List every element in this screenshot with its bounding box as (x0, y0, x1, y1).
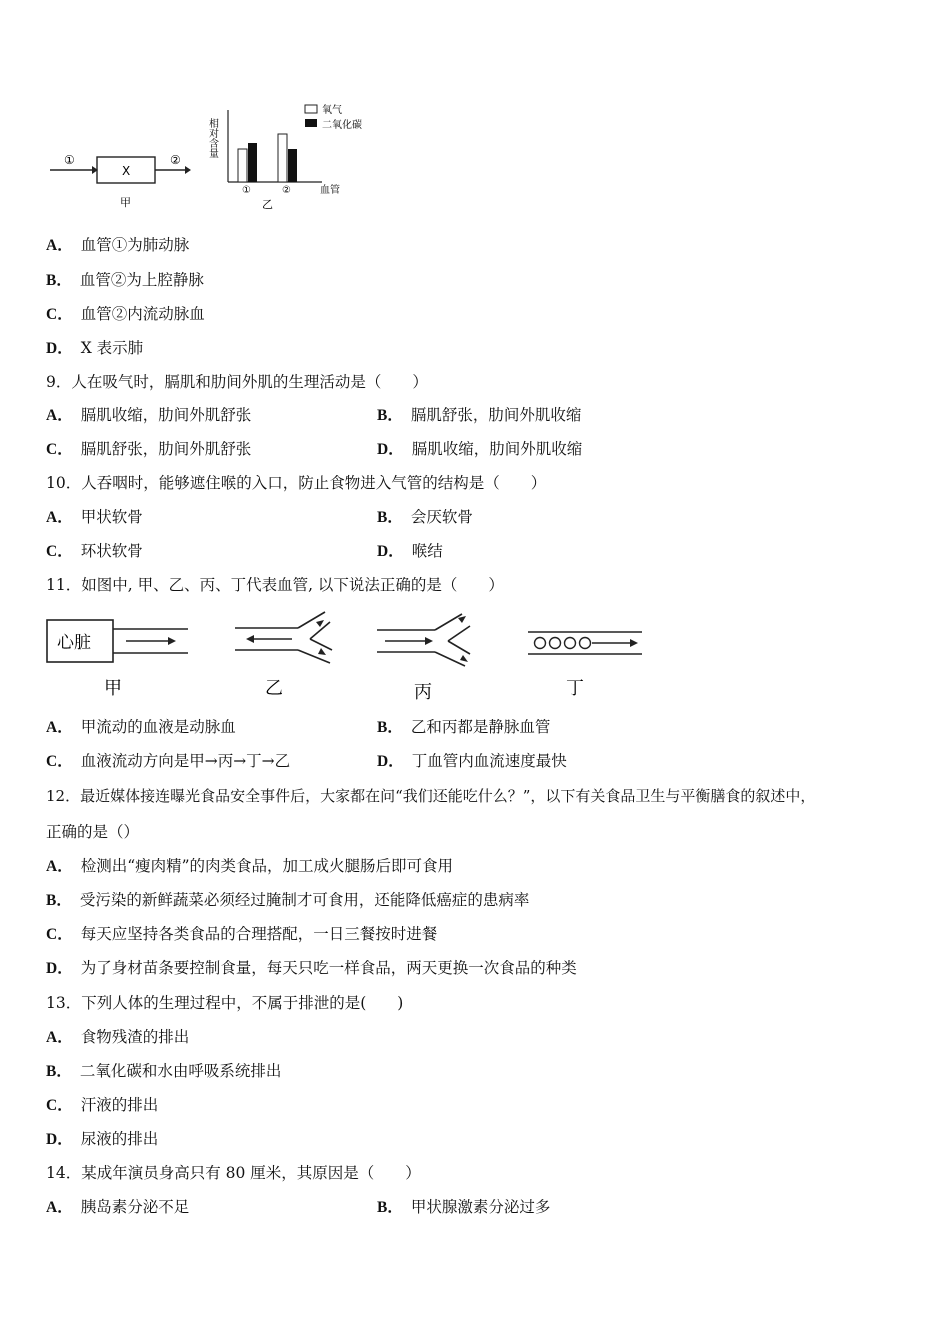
legend-co2-swatch (305, 119, 317, 127)
jia-caption: 甲 (120, 196, 131, 209)
yi-caption: 乙 (262, 198, 273, 211)
bar-co2-1 (248, 143, 257, 182)
vessel-ding (528, 632, 642, 699)
q9-stem: 9．人在吸气时，膈肌和肋间外肌的生理活动是（ ） (46, 373, 428, 391)
q12-option-c[interactable]: C． 每天应坚持各类食品的合理搭配，一日三餐按时进餐 (46, 925, 438, 943)
q11-option-a[interactable]: A． 甲流动的血液是动脉血 (46, 718, 236, 736)
vessel-caption-jia: 甲 (104, 678, 122, 699)
q10-option-a[interactable]: A． 甲状软骨 (46, 508, 143, 526)
legend-co2: 二氧化碳 (322, 120, 362, 131)
jia-circle-1: ① (64, 153, 75, 167)
q9-option-c[interactable]: C． 膈肌舒张，肋间外肌舒张 (46, 440, 252, 458)
q12-option-d[interactable]: D． 为了身材苗条要控制食量，每天只吃一样食品，两天更换一次食品的种类 (46, 959, 577, 977)
vessel-yi (235, 612, 332, 699)
figure-jia-yi (40, 100, 400, 215)
yi-ylabel: 相对含量 (206, 118, 218, 158)
q13-stem: 13．下列人体的生理过程中，不属于排泄的是( ) (46, 994, 404, 1012)
q8-option-b[interactable]: B． 血管②为上腔静脉 (46, 271, 204, 289)
heart-label: 心脏 (57, 633, 91, 653)
q12-stem-line2: 正确的是（） (46, 823, 140, 841)
vessel-jia (47, 620, 188, 699)
q9-option-d[interactable]: D． 膈肌收缩，肋间外肌收缩 (377, 440, 583, 458)
q9-option-b[interactable]: B． 膈肌舒张，肋间外肌收缩 (377, 406, 582, 424)
figure-jia (50, 153, 191, 209)
q11-option-d[interactable]: D． 丁血管内血流速度最快 (377, 752, 567, 770)
figure-yi (207, 103, 363, 211)
figure-vessels (40, 608, 660, 703)
q12-option-b[interactable]: B． 受污染的新鲜蔬菜必须经过腌制才可食用，还能降低癌症的患病率 (46, 891, 530, 909)
legend-oxygen: 氧气 (322, 105, 342, 116)
vessel-caption-bing: 丙 (414, 682, 432, 703)
bar-co2-2 (288, 149, 297, 182)
vessel-caption-ding: 丁 (566, 678, 584, 699)
q10-option-d[interactable]: D． 喉结 (377, 542, 443, 560)
q14-stem: 14．某成年演员身高只有 80 厘米，其原因是（ ） (46, 1164, 421, 1182)
yi-tick-2: ② (282, 185, 291, 196)
legend-oxygen-swatch (305, 105, 317, 113)
vessel-caption-yi: 乙 (265, 678, 283, 699)
q8-option-c[interactable]: C． 血管②内流动脉血 (46, 305, 205, 323)
q10-option-b[interactable]: B． 会厌软骨 (377, 508, 473, 526)
q13-option-b[interactable]: B． 二氧化碳和水由呼吸系统排出 (46, 1062, 282, 1080)
q12-option-a[interactable]: A． 检测出“瘦肉精”的肉类食品，加工成火腿肠后即可食用 (46, 857, 454, 875)
q8-option-d[interactable]: D． X 表示肺 (46, 339, 144, 357)
q11-option-c[interactable]: C． 血液流动方向是甲→丙→丁→乙 (46, 752, 291, 770)
jia-box-label: X (122, 164, 131, 178)
q13-option-a[interactable]: A． 食物残渣的排出 (46, 1028, 190, 1046)
q12-stem-line1: 12．最近媒体接连曝光食品安全事件后，大家都在问“我们还能吃什么？”，以下有关食品卫生与平衡膳食的叙述中， (46, 787, 816, 805)
bar-oxygen-2 (278, 134, 287, 182)
jia-circle-2: ② (170, 153, 181, 167)
q8-option-a[interactable]: A． 血管①为肺动脉 (46, 236, 190, 254)
q13-option-c[interactable]: C． 汗液的排出 (46, 1096, 159, 1114)
q14-option-a[interactable]: A． 胰岛素分泌不足 (46, 1198, 190, 1216)
vessel-bing (377, 614, 470, 703)
yi-tick-1: ① (242, 185, 251, 196)
q13-option-d[interactable]: D． 尿液的排出 (46, 1130, 159, 1148)
q9-option-a[interactable]: A． 膈肌收缩，肋间外肌舒张 (46, 406, 252, 424)
bar-oxygen-1 (238, 149, 247, 182)
q11-stem: 11．如图中, 甲、乙、丙、丁代表血管, 以下说法正确的是（ ） (46, 576, 504, 594)
q10-option-c[interactable]: C． 环状软骨 (46, 542, 143, 560)
q10-stem: 10．人吞咽时，能够遮住喉的入口，防止食物进入气管的结构是（ ） (46, 474, 547, 492)
q11-option-b[interactable]: B． 乙和丙都是静脉血管 (377, 718, 551, 736)
q14-option-b[interactable]: B． 甲状腺激素分泌过多 (377, 1198, 551, 1216)
yi-xlabel: 血管 (320, 185, 340, 196)
